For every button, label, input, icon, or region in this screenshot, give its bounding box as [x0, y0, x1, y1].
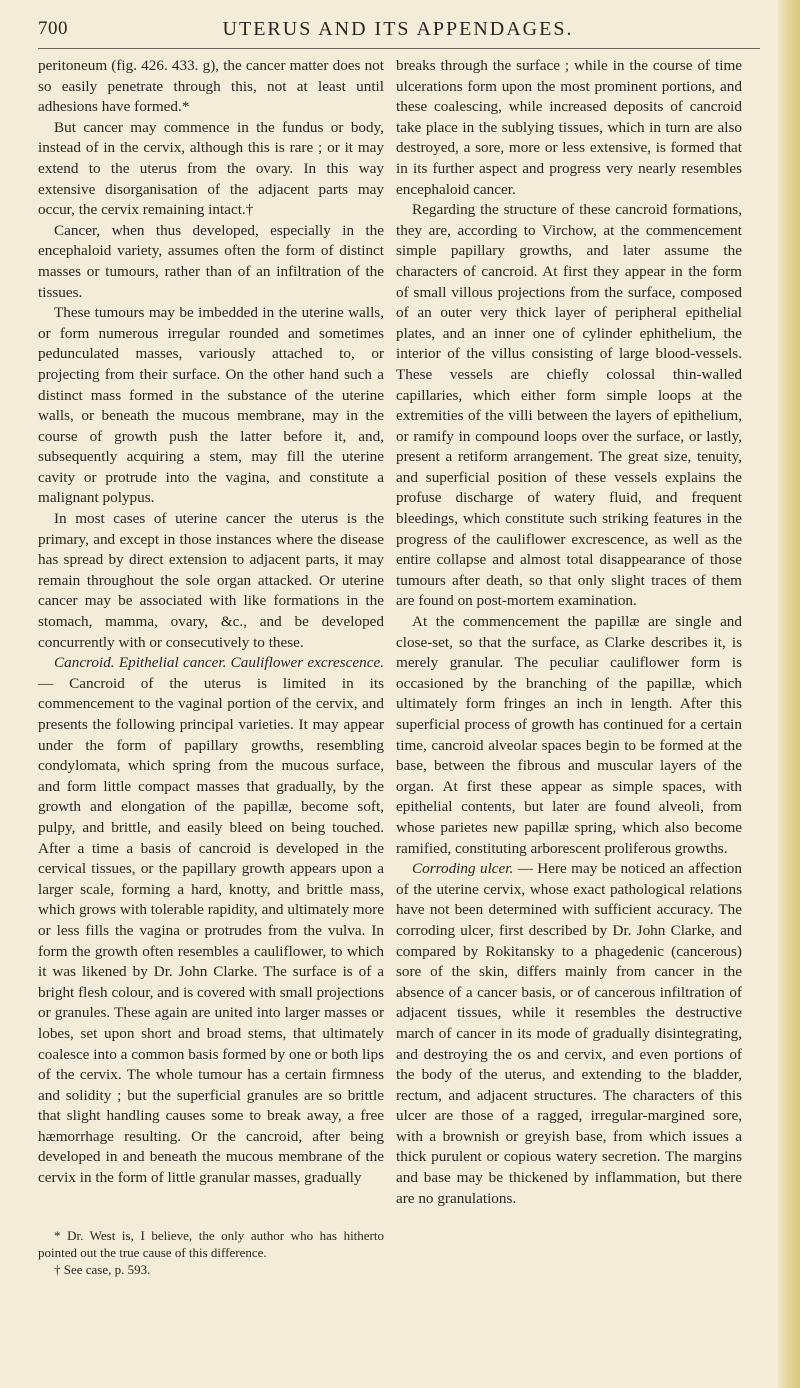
header-rule	[38, 48, 760, 49]
paragraph: Cancer, when thus developed, especially in the encephaloid variety, assumes often the form of distinct masses or tumours, rather than of an infiltration of the tissues.	[38, 221, 384, 301]
footnote: † See case, p. 593.	[54, 1261, 151, 1277]
page-edge	[778, 0, 800, 1388]
left-column	[38, 56, 384, 1278]
right-column	[396, 56, 742, 1209]
footnote: * Dr. West is, I believe, the only author who has hitherto pointed out the true cause of this difference.	[38, 1227, 384, 1260]
paragraph-text: — Cancroid of the uterus is limited in its commencement to the vaginal portion of the cervix, and presents the following principal varieties. It may appear under the form of papillary growths, resembling condylomata, which spring from the mucous surface, and form little compact masses that gradually, by the growth and elongation of the papillæ, become soft, pulpy, and brittle, and easily bleed on being touched. After a time a basis of cancroid is developed in the cervical tissues, or the papillary growth appears upon a larger scale, forming a hard, knotty, and brittle mass, which grows with tolerable rapidity, and ultimately more or less fills the vagina or protrudes from the vulva. In form the growth often resembles a cauliflower, to which it was likened by Dr. John Clarke. The surface is of a bright flesh colour, and is covered with small projections or granules. These again are united into larger masses or lobes, set upon short and broad stems, that ultimately coalesce into a common basis formed by one or both lips of the cervix. The whole tumour has a certain firmness and solidity ; but the superficial granules are so brittle that slight handling causes some to break away, a free hæmorrhage resulting. Or the cancroid, after being developed in and beneath the mucous membrane of the cervix in the form of little granular masses, gradually	[38, 674, 384, 1187]
paragraph-corroding-ulcer	[396, 859, 742, 1209]
running-title: UTERUS AND ITS APPENDAGES.	[222, 18, 574, 40]
paragraph: At the commencement the papillæ are single and close-set, so that the surface, as Clarke describes it, is merely granular. The peculiar cauliflower form is occasioned by the branching of the papillæ, which ultimately form fringes an inch in length. After this superficial process of growth has continued for a certain time, cancroid alveolar spaces begin to be formed at the base, between the fibrous and muscular layers of the organ. At first these appear as simple spaces, with epithelial contents, but later are found alveoli, from whose parietes new papillæ spring, which also become ramified, constituting arborescent proliferous growths.	[396, 613, 742, 857]
page-number: 700	[38, 18, 68, 39]
paragraph: In most cases of uterine cancer the uterus is the primary, and except in those instances where the disease has spread by direct extension to adjacent parts, it may remain throughout the sole organ attacked. Or uterine cancer may be associated with like formations in the stomach, mamma, ovary, &c., and be developed concurrently with or consecutively to these.	[38, 510, 384, 651]
paragraph-cancroid	[38, 653, 384, 1188]
paragraph: peritoneum (fig. 426. 433. g), the cancer matter does not so easily penetrate through this, not at least until adhesions have formed.*	[38, 57, 384, 116]
section-heading-cancroid: Cancroid. Epithelial cancer. Cauliflower excrescence.	[54, 654, 384, 672]
footnotes	[38, 1227, 384, 1278]
section-heading-corroding-ulcer: Corroding ulcer.	[412, 860, 514, 878]
paragraph-text: — Here may be noticed an affection of the uterine cervix, whose exact pathological relations have not been determined with sufficient accuracy. The corroding ulcer, first described by Dr. John Clarke, and compared by Rokitansky to a phagedenic (cancerous) sore of the skin, differs mainly from cancer in the absence of a cancer basis, or of cancerous infiltration of adjacent tissues, while it resembles the destructive march of cancer in its mode of gradually disintegrating, and destroying the os and cervix, and even portions of the body of the uterus, and extending to the bladder, rectum, and adjacent structures. The characters of this ulcer are those of a ragged, irregular-margined sore, with a brownish or greyish base, from which issues a thick purulent or copious watery secretion. The margins and base may be thickened by inflammation, but there are no granulations.	[396, 860, 742, 1207]
paragraph: Regarding the structure of these cancroid formations, they are, according to Virchow, at the commencement simple papillary growths, and later assume the characters of cancroid. At first they appear in the form of small villous projections from the surface, composed of an outer very thick layer of peripheral epithelial plates, and an inner one of cylinder ephithelium, the interior of the villus consisting of large blood-vessels. These vessels are chiefly colossal thin-walled capillaries, which either form simple loops at the extremities of the villi between the layers of epithelium, or ramify in compound loops over the surface, or lastly, present a retiform arrangement. The great size, tenuity, and superficial position of these vessels explains the profuse discharge of watery fluid, and frequent bleedings, which constitute such striking features in the progress of the cauliflower excrescence, as well as the entire collapse and almost total disappearance of those tumours after death, so that only slight traces of them are found on post-mortem examination.	[396, 201, 742, 610]
paragraph: These tumours may be imbedded in the uterine walls, or form numerous irregular rounded and sometimes pedunculated masses, variously attached to, or projecting from their surface. On the other hand such a distinct mass formed in the substance of the uterine walls, or beneath the mucous membrane, may in the course of growth push the latter before it, and, subsequently acquiring a stem, may fill the uterine cavity or protrude into the vagina, and constitute a malignant polypus.	[38, 304, 384, 507]
page-header	[38, 18, 758, 44]
paragraph: But cancer may commence in the fundus or body, instead of in the cervix, although this is rare ; or it may extend to the uterus from the ovary. In this way extensive disorganisation of the adjacent parts may occur, the cervix remaining intact.†	[38, 118, 384, 219]
paragraph: breaks through the surface ; while in the course of time ulcerations form upon the most prominent portions, and these coalescing, while increased deposits of cancroid take place in the sublying tissues, which in turn are also destroyed, a sore, more or less extensive, is formed that in its further aspect and progress very nearly resembles encephaloid cancer.	[396, 57, 742, 198]
